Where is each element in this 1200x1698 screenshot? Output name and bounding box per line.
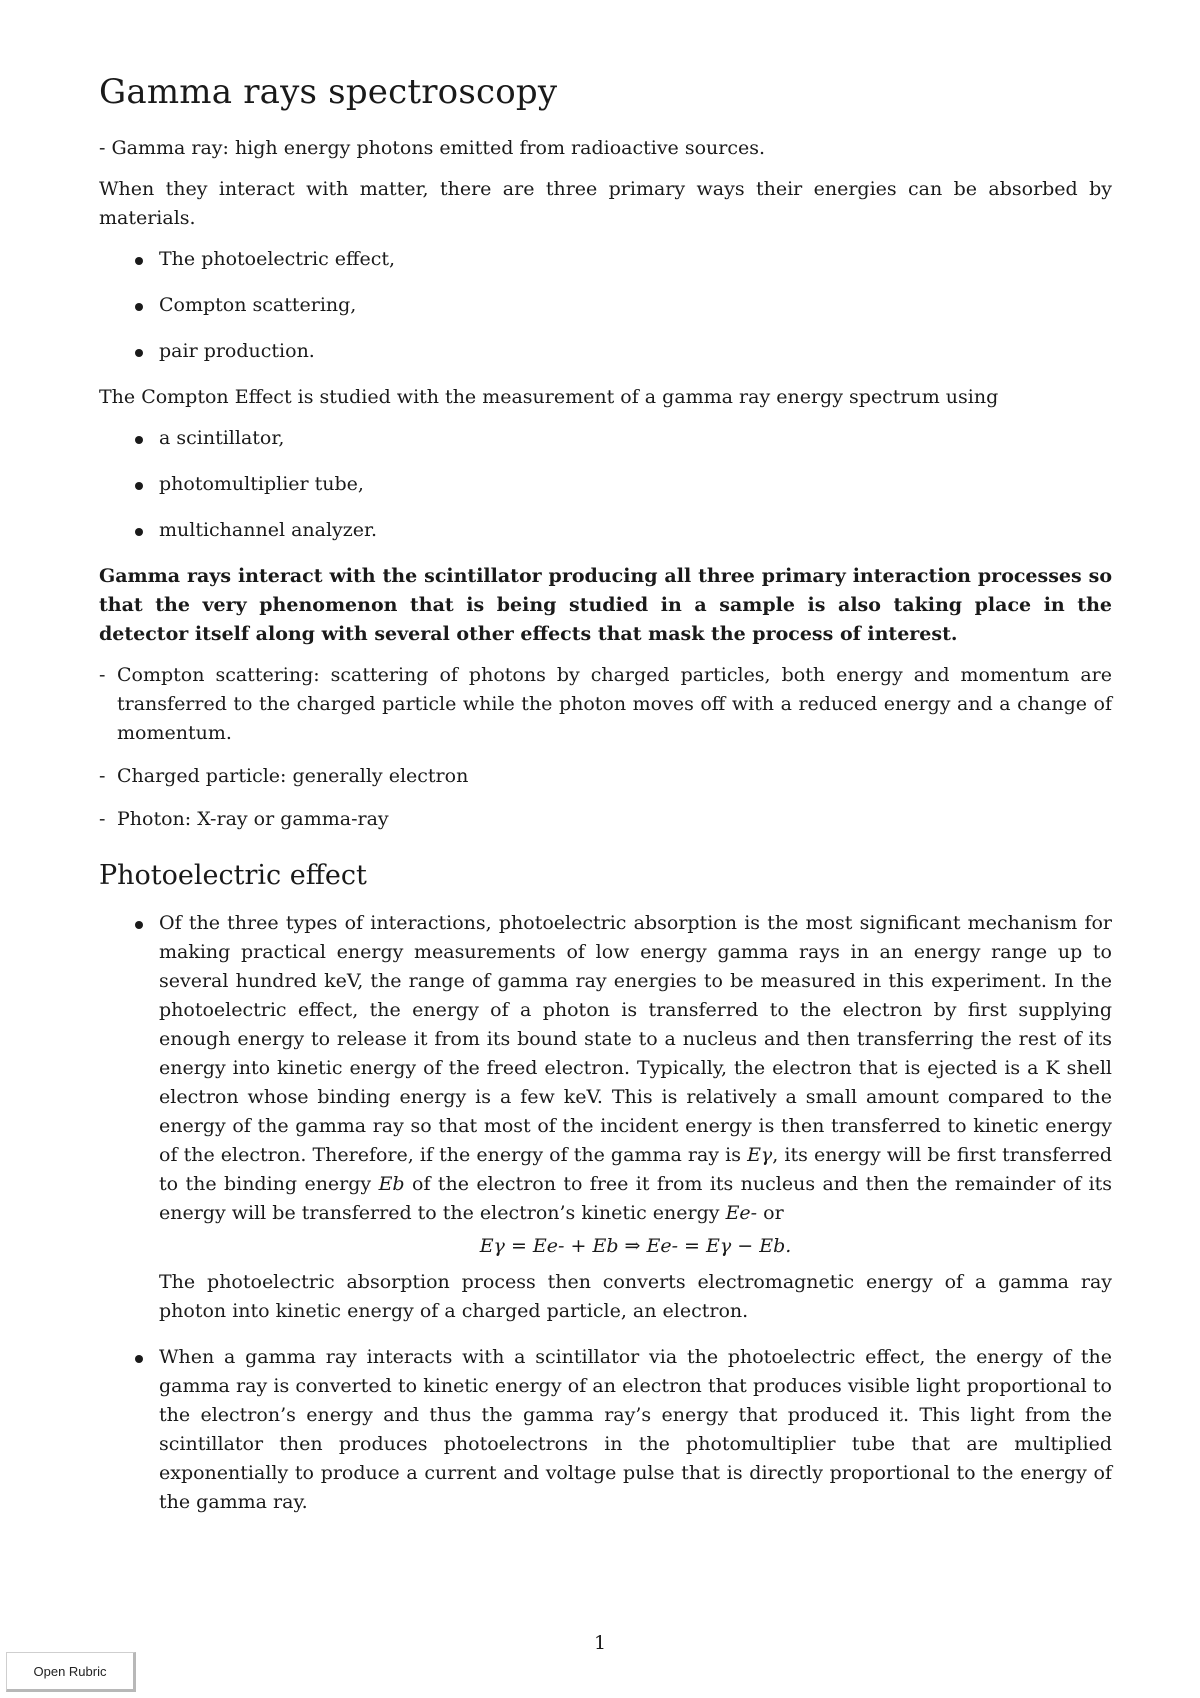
- dash-item-compton: - Compton scattering: scattering of photons by charged particles, both energy and momentum are transferred to the charged particle while the photon moves off with a reduced energy and a change of momentum.: [99, 664, 1112, 744]
- list-item: multichannel analyzer.: [99, 516, 1112, 545]
- compton-study-paragraph: The Compton Effect is studied with the measurement of a gamma ray energy spectrum using: [99, 386, 999, 408]
- equipment-list: [99, 424, 1112, 545]
- symbol-e-e: Ee-: [725, 1202, 758, 1224]
- list-item: The photoelectric effect,: [99, 245, 1112, 274]
- section-heading-photoelectric: Photoelectric effect: [99, 860, 367, 891]
- open-rubric-button[interactable]: Open Rubric: [6, 1652, 136, 1692]
- dash-item-photon: - Photon: X-ray or gamma-ray: [99, 808, 389, 830]
- dash-item-charged-particle: - Charged particle: generally electron: [99, 765, 469, 787]
- list-item: a scintillator,: [99, 424, 1112, 453]
- photoelectric-after-formula: The photoelectric absorption process then converts electromagnetic energy of a gamma ray photon into kinetic energy of a charged particle, an electron.: [159, 1271, 1112, 1322]
- list-item: Compton scattering,: [99, 291, 1112, 320]
- page-number: 1: [593, 1632, 607, 1654]
- interaction-list: [99, 245, 1112, 366]
- list-item: When a gamma ray interacts with a scintillator via the photoelectric effect, the energy of the gamma ray is converted to kinetic energy of an electron that produces visible light proportional to the electron’s energy and thus the gamma ray’s energy that produced it. This light from the scintillator then produces photoelectrons in the photomultiplier tube that are multiplied exponentially to produce a current and voltage pulse that is directly proportional to the energy of the gamma ray.: [99, 1343, 1112, 1517]
- symbol-e-b: Eb: [378, 1173, 405, 1195]
- photoelectric-formula: Eγ = Ee- + Eb ⇒ Ee- = Eγ − Eb.: [479, 1235, 792, 1257]
- document-page: [99, 72, 1112, 1534]
- list-item: Of the three types of interactions, photoelectric absorption is the most significant mechanism for making practical energy measurements of low energy gamma rays in an energy range up to several hundred keV, the range of gamma ray energies to be measured in this experiment. In the photoelectric effect, the energy of a photon is transferred to the electron by first supplying enough energy to release it from its bound state to a nucleus and then transferring the rest of its energy into kinetic energy of the freed electron. Typically, the electron that is ejected is a K shell electron whose binding energy is a few keV. This is relatively a small amount compared to the energy of the gamma ray so that most of the incident energy is then transferred to kinetic energy of the electron. Therefore, if the energy of the gamma ray is Eγ, its energy will be first transferred to the binding energy Eb of the electron to free it from its nucleus and then the remainder of its energy will be transferred to the electron’s kinetic energy Ee- or Eγ = Ee- + Eb ⇒ Ee- = Eγ − Eb. The photoelectric absorption process then converts electromagnetic energy of a gamma ray photon into kinetic energy of a charged particle, an electron.: [99, 909, 1112, 1326]
- page-title: Gamma rays spectroscopy: [99, 72, 558, 112]
- interaction-paragraph: When they interact with matter, there are three primary ways their energies can be absorbed by materials.: [99, 178, 1112, 229]
- gamma-ray-definition: - Gamma ray: high energy photons emitted from radioactive sources.: [99, 137, 766, 159]
- photoelectric-list: [99, 909, 1112, 1517]
- bold-note: Gamma rays interact with the scintillator producing all three primary interaction processes so that the very phenomenon that is being studied in a sample is also taking place in the detector itself along with several other effects that mask the process of interest.: [99, 565, 1112, 645]
- symbol-e-gamma: Eγ: [747, 1144, 773, 1166]
- list-item: pair production.: [99, 337, 1112, 366]
- list-item: photomultiplier tube,: [99, 470, 1112, 499]
